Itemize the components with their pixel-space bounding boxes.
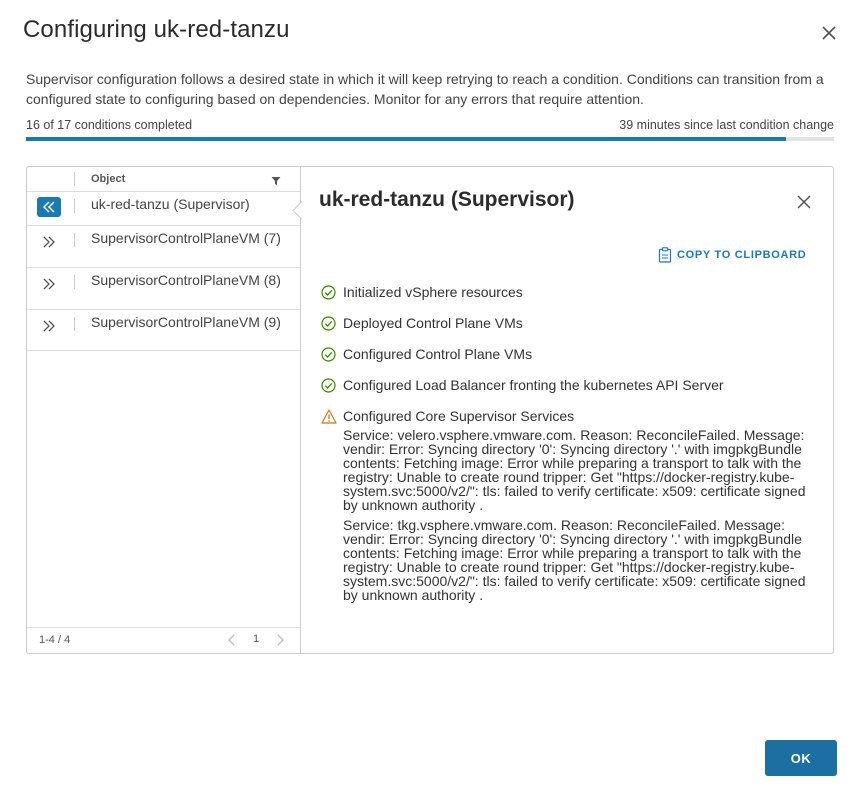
object-list-row-label: SupervisorControlPlaneVM (8) [91,272,281,288]
condition-name: Configured Core Supervisor Services [343,408,575,424]
column-divider [74,317,75,331]
progress-bar-fill [26,137,786,141]
condition-name: Deployed Control Plane VMs [343,315,523,331]
condition-name: Configured Load Balancer fronting the kubernetes API Server [343,377,724,393]
object-list-row-label: uk-red-tanzu (Supervisor) [91,196,250,212]
pagination-count: 1-4 / 4 [39,634,71,646]
object-list-row[interactable] [27,268,300,310]
clipboard-icon [658,247,672,263]
object-list-header [27,167,300,192]
condition-item [321,376,817,395]
column-divider [74,199,75,213]
check-circle-icon [321,378,336,393]
column-divider [74,233,75,247]
condition-item [321,283,817,302]
object-list-row-label: SupervisorControlPlaneVM (7) [91,230,281,246]
condition-item [321,407,817,602]
condition-item [321,345,817,364]
progress-bar [26,137,834,141]
ok-button[interactable]: OK [765,740,837,776]
filter-icon[interactable] [271,176,281,186]
dialog-intro: Supervisor configuration follows a desired state in which it will keep retrying to reach a condition. Conditions can transition from a configured state to configuring based on dependencies. Monitor for any errors that require attention. [26,71,824,107]
check-circle-icon [321,316,336,331]
conditions-completed-text: 16 of 17 conditions completed [26,118,193,132]
condition-name: Initialized vSphere resources [343,284,523,300]
column-divider [74,172,75,186]
double-chevron-right-icon[interactable] [37,316,61,336]
object-list-row-label: SupervisorControlPlaneVM (9) [91,314,281,330]
condition-message: Service: tkg.vsphere.vmware.com. Reason: ReconcileFailed. Message: vendir: Error: Syncing directory '0': Syncing directory '.' with imgpkgBundle contents: Fetching image: Error while preparing a transport to talk with the registry: Unable to create round tripper: Get "https://docker-registry.kube-system.svc:5000/v2/": tls: failed to verify certificate: x509: certificate signed by unknown authority . [343,517,806,603]
double-chevron-left-icon[interactable] [37,197,61,217]
column-divider [74,275,75,289]
warning-triangle-icon [321,409,336,424]
double-chevron-right-icon[interactable] [37,232,61,252]
chevron-left-icon[interactable] [227,634,237,646]
object-list-row[interactable] [27,310,300,351]
check-circle-icon [321,285,336,300]
close-icon[interactable] [796,194,812,210]
pagination-page: 1 [253,633,260,645]
object-list-row[interactable] [27,226,300,268]
detail-title: uk-red-tanzu (Supervisor) [319,188,575,211]
condition-list [321,283,817,614]
copy-to-clipboard-button[interactable] [658,246,806,264]
object-list-footer [27,627,300,653]
copy-to-clipboard-label: COPY TO CLIPBOARD [677,249,807,261]
object-list [27,167,301,653]
double-chevron-right-icon[interactable] [37,274,61,294]
object-column-header[interactable]: Object [91,173,126,185]
detail-pane [302,167,833,653]
close-icon[interactable] [819,23,839,43]
object-list-row[interactable] [27,192,300,226]
condition-message: Service: velero.vsphere.vmware.com. Reason: ReconcileFailed. Message: vendir: Error: Syncing directory '0': Syncing directory '.' with imgpkgBundle contents: Fetching image: Error while preparing a transport to talk with the registry: Unable to create round tripper: Get "https://docker-registry.kube-system.svc:5000/v2/": tls: failed to verify certificate: x509: certificate signed by unknown authority . [343,427,806,513]
conditions-panel [26,166,834,654]
dialog-title: Configuring uk-red-tanzu [23,16,290,43]
check-circle-icon [321,347,336,362]
chevron-right-icon[interactable] [275,634,285,646]
last-change-text: 39 minutes since last condition change [619,118,834,132]
condition-name: Configured Control Plane VMs [343,346,533,362]
condition-item [321,314,817,333]
